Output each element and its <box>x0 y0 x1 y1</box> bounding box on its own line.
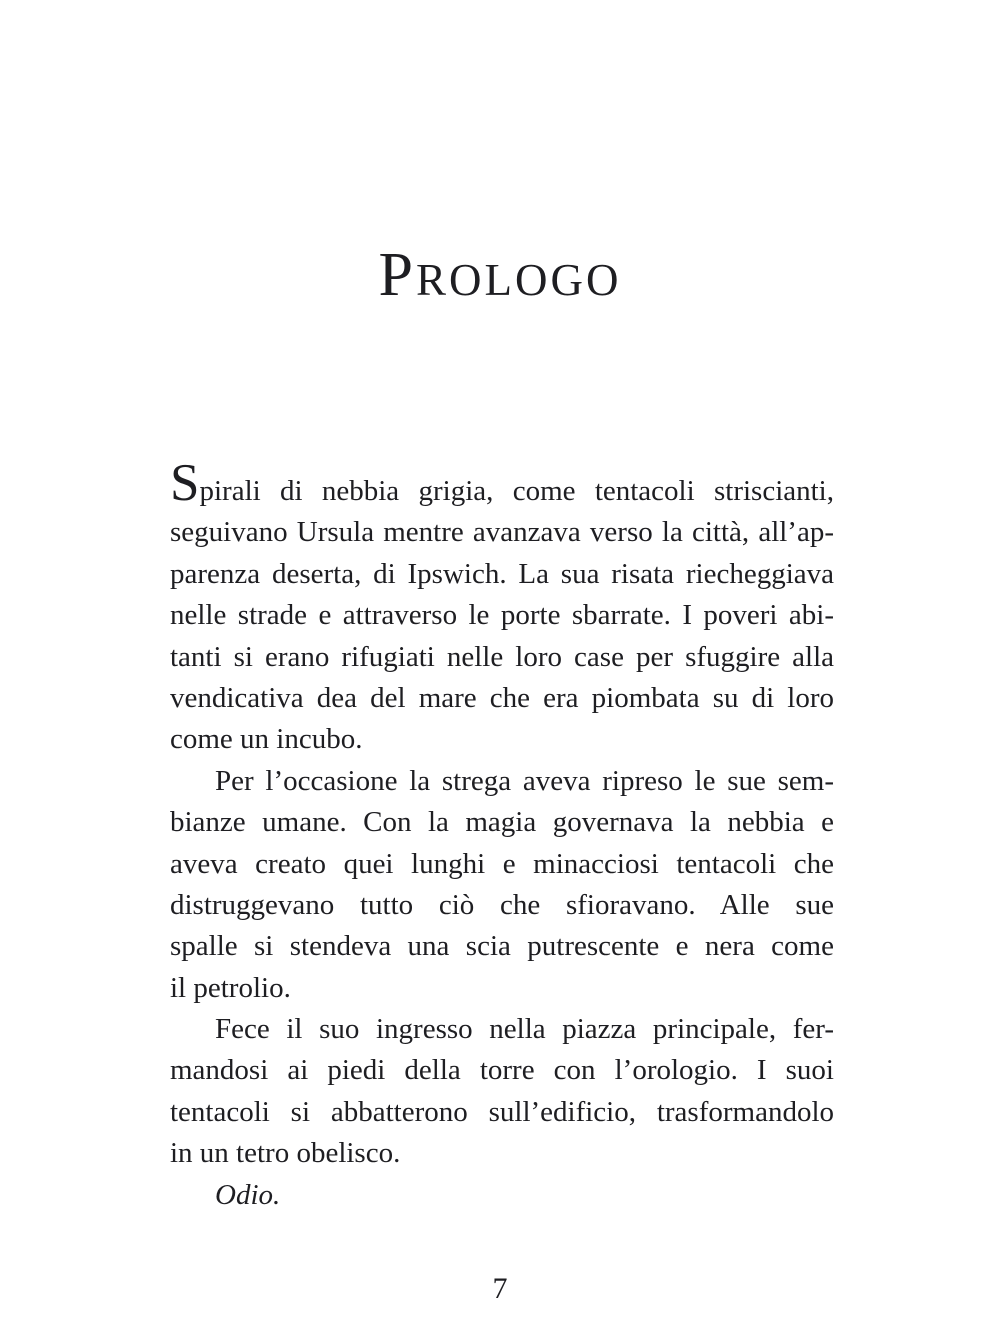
body-line: parenza deserta, di Ipswich. La sua risata riecheggiava <box>170 557 834 590</box>
body-line: seguivano Ursula mentre avanzava verso la città, all’ap- <box>170 516 834 549</box>
body-line: mandosi ai piedi della torre con l’orologio. I suoi <box>170 1054 834 1087</box>
body-line: Spirali di nebbia grigia, come tentacoli striscianti, <box>170 454 834 512</box>
chapter-title <box>0 241 1000 309</box>
paragraph <box>170 1009 834 1175</box>
body-line: vendicativa dea del mare che era piombata su di loro <box>170 681 834 714</box>
body-line: tentacoli si abbatterono sull’edificio, trasformandolo <box>170 1095 834 1128</box>
body-line: il petrolio. <box>170 971 291 1004</box>
drop-cap-initial: S <box>170 454 200 512</box>
body-line: nelle strade e attraverso le porte sbarrate. I poveri abi- <box>170 599 834 632</box>
body-line: in un tetro obelisco. <box>170 1137 401 1170</box>
body-line: spalle si stendeva una scia putrescente e nera come <box>170 930 834 963</box>
body-line: distruggevano tutto ciò che sfioravano. Alle sue <box>170 888 834 921</box>
chapter-title-rest: ROLOGO <box>415 255 622 305</box>
page-number: 7 <box>492 1272 508 1305</box>
paragraph <box>170 454 834 761</box>
paragraph <box>170 761 834 1009</box>
body-line: bianze umane. Con la magia governava la nebbia e <box>170 806 834 839</box>
paragraph <box>170 1175 834 1216</box>
body-line: Odio. <box>215 1178 281 1211</box>
body-line: Fece il suo ingresso nella piazza principale, fer- <box>215 1013 834 1046</box>
body-line: Per l’occasione la strega aveva ripreso le sue sem- <box>215 764 834 797</box>
body-line: aveva creato quei lunghi e minacciosi tentacoli che <box>170 847 834 880</box>
body-line: tanti si erano rifugiati nelle loro case per sfuggire alla <box>170 640 834 673</box>
body-text <box>170 454 834 1216</box>
body-line: come un incubo. <box>170 723 363 756</box>
chapter-title-initial: P <box>378 241 416 309</box>
